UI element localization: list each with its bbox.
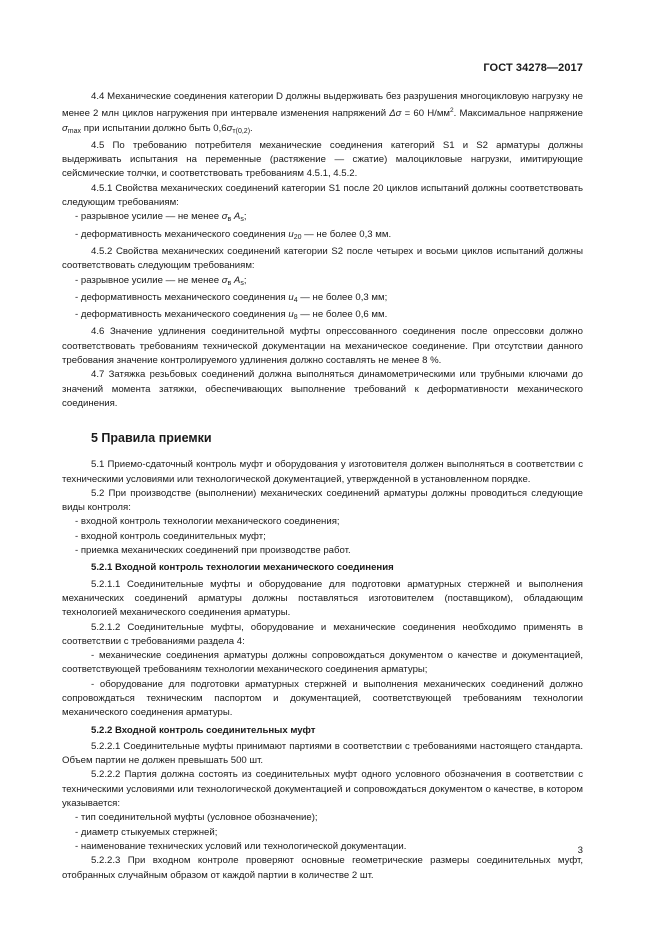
list-item: - входной контроль технологии механического соединения; [75,516,340,528]
paragraph-4-5: 4.5 По требованию потребителя механические соединения категорий S1 и S2 арматуры должны выдерживать испытания на переменные (растяжение — сжатие) малоцикловые нагрузки, имитирующие сейсмические толчки, и соответствовать требованиям 4.5.1, 4.5.2. [62,139,583,180]
list-item: - тип соединительной муфты (условное обозначение); [75,812,318,824]
list-item: - входной контроль соединительных муфт; [75,530,266,542]
paragraph-5-2-2-1: 5.2.2.1 Соединительные муфты принимают партиями в соответствии с требованиями настоящего стандарта. Объем партии не должен превышать 500 шт. [62,740,583,767]
page-body [62,90,583,883]
paragraph-5-2-1-1: 5.2.1.1 Соединительные муфты и оборудование для подготовки арматурных стержней и выполнения механических соединений арматуры должны поставляться изготовителем (поставщиком), обладающим технологией механического соединения арматуры. [62,578,583,619]
list-item: - разрывное усилие — не менее $\sigma_в$ $A_s$; [75,211,247,224]
list-item: - диаметр стыкуемых стержней; [75,826,218,838]
paragraph-5-2: 5.2 При производстве (выполнении) механических соединений арматуры должны проводиться следующие виды контроля: [62,487,583,514]
document-code-header: ГОСТ 34278—2017 [483,62,583,74]
list-item: - деформативность механического соединения $u_4$ — не более 0,3 мм; [75,291,388,304]
paragraph-4-5-1: 4.5.1 Свойства механических соединений категории S1 после 20 циклов испытаний должны соответствовать следующим требованиям: [62,182,583,209]
list-item: - деформативность механического соединения $u_{20}$ — не более 0,3 мм. [75,228,392,241]
delta-sigma-symbol: Δσ [389,108,402,120]
paragraph-dash-item: - механические соединения арматуры должны сопровождаться документом о качестве и документацией, соответствующей требованиям технологии механического соединения арматуры; [62,650,583,676]
subsection-5-2-1-title: 5.2.1 Входной контроль технологии механического соединения [91,562,394,574]
page-number: 3 [577,845,583,856]
subsection-5-2-2-title: 5.2.2 Входной контроль соединительных муфт [91,724,316,736]
list-item: - приемка механических соединений при производстве работ. [75,545,351,557]
list-item: - деформативность механического соединения $u_8$ — не более 0,6 мм. [75,309,388,322]
section-5-title: 5 Правила приемки [91,431,212,446]
paragraph-4-7: 4.7 Затяжка резьбовых соединений должна выполняться динамометрическими или трубными ключами до значений момента затяжки, обеспечивающих выполнение требований к деформативности механического соединения. [62,369,583,409]
paragraph-4-5-2: 4.5.2 Свойства механических соединений категории S2 после четырех и восьми циклов испытаний должны соответствовать следующим требованиям: [62,245,583,272]
paragraph-5-2-2-3: 5.2.2.3 При входном контроле проверяют основные геометрические размеры соединительных муфт, отобранных случайным образом от каждой партии в количестве 2 шт. [62,855,583,881]
paragraph-5-1: 5.1 Приемо-сдаточный контроль муфт и оборудования у изготовителя должен выполняться в соответствии с техническими условиями или технологической документацией, утвержденной в установленном порядке. [62,459,583,485]
list-item: - наименование технических условий или технологической документации. [75,840,407,852]
paragraph-5-2-1-2: 5.2.1.2 Соединительные муфты, оборудование и механические соединения необходимо применять в соответствии с требованиями раздела 4: [62,621,583,647]
paragraph-4-4: 4.4 Механические соединения категории D должны выдерживать без разрушения многоцикловую нагрузку не менее 2 млн циклов нагружения при интервале изменения напряжений Δσ = 60 $Н/мм^2$. Максимальное напряжение $\sigma_{max}$ при испытании должно быть $0,6\sigma_{т(0,2)}$. [62,91,584,135]
paragraph-5-2-2-2: 5.2.2.2 Партия должна состоять из соединительных муфт одного условного обозначения в соответствии с техническими условиями или технологической документацией и сопровождаться документом о качестве, в котором указывается: [62,769,583,810]
paragraph-dash-item: - оборудование для подготовки арматурных стержней и выполнения механических соединений должно сопровождаться техническим паспортом и документацией, соответствующей требованиям технологии механического соединения арматуры. [62,678,583,719]
paragraph-4-6: 4.6 Значение удлинения соединительной муфты опрессованного соединения после опрессовки должно соответствовать требованиям технической документации на механическое соединение. При отсутствии данного требования значение контролируемого удлинения должно составлять не менее 8 %. [62,326,583,367]
list-item: - разрывное усилие — не менее $\sigma_в$ $A_s$; [75,274,247,287]
